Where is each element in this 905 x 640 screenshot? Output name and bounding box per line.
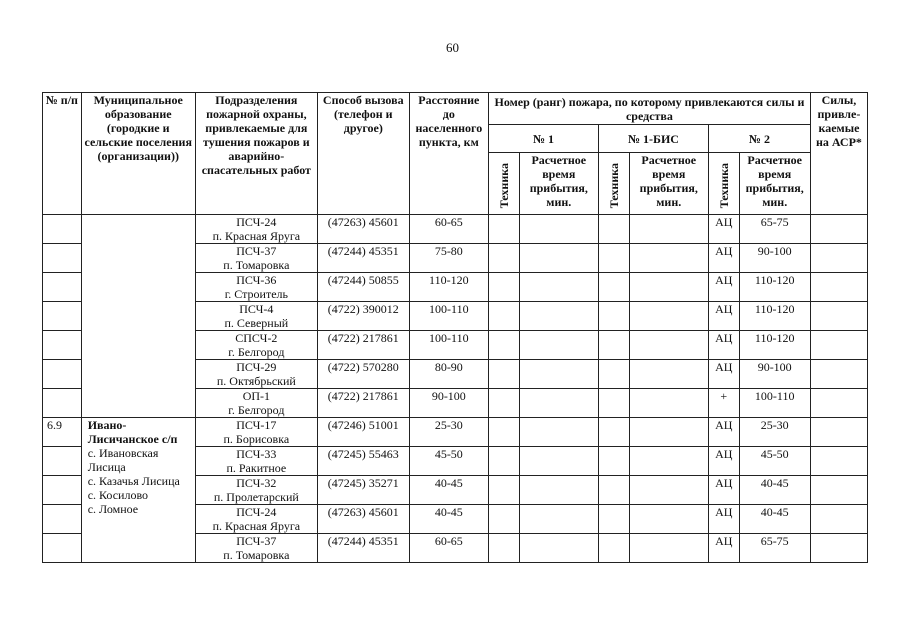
distance: 80-90 xyxy=(409,360,488,389)
unit-location: г. Белгород xyxy=(228,345,285,359)
unit-cell xyxy=(195,476,317,505)
rank2-tech: + xyxy=(708,389,739,418)
municipality-cell-empty xyxy=(81,215,195,418)
distance: 100-110 xyxy=(409,302,488,331)
header-rank1bis-tech: Техника xyxy=(599,153,630,215)
rank1bis-arrival xyxy=(629,534,708,563)
rank2-arrival: 45-50 xyxy=(739,447,810,476)
unit-cell xyxy=(195,505,317,534)
rank1-arrival xyxy=(519,418,598,447)
rank1-arrival xyxy=(519,215,598,244)
unit-cell xyxy=(195,360,317,389)
row-num xyxy=(43,331,82,360)
call-phone: (4722) 217861 xyxy=(317,389,409,418)
header-distance: Расстояние до населенного пункта, км xyxy=(409,93,488,215)
call-phone: (4722) 390012 xyxy=(317,302,409,331)
rank1bis-tech xyxy=(599,215,630,244)
rank1-arrival xyxy=(519,244,598,273)
unit-location: г. Строитель xyxy=(224,287,288,301)
fire-resources-table xyxy=(42,92,868,563)
rank1bis-arrival xyxy=(629,331,708,360)
rank1-tech xyxy=(489,215,520,244)
rank1bis-tech xyxy=(599,476,630,505)
asr-cell xyxy=(810,389,867,418)
rank1-tech xyxy=(489,244,520,273)
rank1bis-tech xyxy=(599,534,630,563)
rank1bis-arrival xyxy=(629,418,708,447)
header-rank1-arrival: Расчетное время прибытия, мин. xyxy=(519,153,598,215)
distance: 60-65 xyxy=(409,534,488,563)
asr-cell xyxy=(810,273,867,302)
unit-location: п. Борисовка xyxy=(223,432,290,446)
unit-cell xyxy=(195,273,317,302)
rank1bis-arrival xyxy=(629,389,708,418)
unit-name: ПСЧ-29 xyxy=(236,360,277,374)
distance: 100-110 xyxy=(409,331,488,360)
row-num: 6.9 xyxy=(43,418,82,447)
rank1bis-arrival xyxy=(629,476,708,505)
rank1bis-tech xyxy=(599,389,630,418)
unit-name: СПСЧ-2 xyxy=(235,331,278,345)
rank1bis-tech xyxy=(599,302,630,331)
rank1-arrival xyxy=(519,273,598,302)
rank1bis-arrival xyxy=(629,505,708,534)
unit-name: ОП-1 xyxy=(242,389,271,403)
row-num xyxy=(43,273,82,302)
asr-cell xyxy=(810,331,867,360)
rank2-arrival: 65-75 xyxy=(739,215,810,244)
unit-cell xyxy=(195,447,317,476)
rank2-arrival: 65-75 xyxy=(739,534,810,563)
unit-cell xyxy=(195,244,317,273)
rank2-tech: АЦ xyxy=(708,302,739,331)
unit-location: п. Ракитное xyxy=(226,461,287,475)
rank1-arrival xyxy=(519,534,598,563)
call-phone: (4722) 217861 xyxy=(317,331,409,360)
rank2-arrival: 40-45 xyxy=(739,505,810,534)
rank1bis-tech xyxy=(599,244,630,273)
rank2-tech: АЦ xyxy=(708,215,739,244)
call-phone: (47245) 35271 xyxy=(317,476,409,505)
municipality-cell xyxy=(81,418,195,563)
asr-cell xyxy=(810,476,867,505)
municipality-settlement: с. Ивановская Лисица xyxy=(87,446,159,474)
unit-cell xyxy=(195,331,317,360)
row-num xyxy=(43,505,82,534)
rank2-arrival: 90-100 xyxy=(739,360,810,389)
unit-name: ПСЧ-24 xyxy=(236,505,277,519)
unit-location: п. Пролетарский xyxy=(213,490,299,504)
call-phone: (47263) 45601 xyxy=(317,215,409,244)
call-phone: (47244) 50855 xyxy=(317,273,409,302)
rank1bis-tech xyxy=(599,447,630,476)
unit-name: ПСЧ-37 xyxy=(236,244,277,258)
asr-cell xyxy=(810,215,867,244)
header-rank2-arrival: Расчетное время прибытия, мин. xyxy=(739,153,810,215)
rank2-arrival: 100-110 xyxy=(739,389,810,418)
header-rank2-tech: Техника xyxy=(708,153,739,215)
row-num xyxy=(43,360,82,389)
rank1bis-arrival xyxy=(629,302,708,331)
unit-location: г. Белгород xyxy=(228,403,285,417)
unit-name: ПСЧ-36 xyxy=(236,273,277,287)
row-num xyxy=(43,534,82,563)
rank1bis-tech xyxy=(599,331,630,360)
distance: 40-45 xyxy=(409,476,488,505)
call-phone: (4722) 570280 xyxy=(317,360,409,389)
asr-cell xyxy=(810,360,867,389)
rank1bis-tech xyxy=(599,418,630,447)
unit-name: ПСЧ-17 xyxy=(236,418,277,432)
unit-name: ПСЧ-37 xyxy=(236,534,277,548)
page-number: 60 xyxy=(446,40,459,55)
rank2-tech: АЦ xyxy=(708,505,739,534)
rank2-tech: АЦ xyxy=(708,534,739,563)
rank2-tech: АЦ xyxy=(708,447,739,476)
rank1bis-arrival xyxy=(629,244,708,273)
distance: 40-45 xyxy=(409,505,488,534)
call-phone: (47244) 45351 xyxy=(317,244,409,273)
rank1bis-tech xyxy=(599,360,630,389)
rank1-arrival xyxy=(519,302,598,331)
row-num xyxy=(43,447,82,476)
unit-cell xyxy=(195,534,317,563)
rank1-arrival xyxy=(519,389,598,418)
rank1bis-tech xyxy=(599,505,630,534)
rank1-tech xyxy=(489,331,520,360)
unit-location: п. Томаровка xyxy=(223,258,290,272)
rank1-arrival xyxy=(519,331,598,360)
rank1-tech xyxy=(489,505,520,534)
rank1-tech xyxy=(489,302,520,331)
table-row xyxy=(43,215,868,244)
unit-location: п. Томаровка xyxy=(223,548,290,562)
rank2-tech: АЦ xyxy=(708,273,739,302)
unit-name: ПСЧ-32 xyxy=(236,476,277,490)
rank1bis-arrival xyxy=(629,360,708,389)
rank1bis-arrival xyxy=(629,447,708,476)
row-num xyxy=(43,215,82,244)
rank2-arrival: 90-100 xyxy=(739,244,810,273)
unit-cell xyxy=(195,302,317,331)
header-num: № п/п xyxy=(43,93,82,215)
call-phone: (47263) 45601 xyxy=(317,505,409,534)
header-call-method: Способ вызова (телефон и другое) xyxy=(317,93,409,215)
unit-name: ПСЧ-33 xyxy=(236,447,277,461)
row-num xyxy=(43,476,82,505)
unit-name: ПСЧ-24 xyxy=(236,215,277,229)
municipality-settlement: с. Косилово xyxy=(87,488,149,502)
rank1-arrival xyxy=(519,360,598,389)
distance: 75-80 xyxy=(409,244,488,273)
rank2-tech: АЦ xyxy=(708,331,739,360)
asr-cell xyxy=(810,418,867,447)
rank2-tech: АЦ xyxy=(708,360,739,389)
header-municipality: Муниципальное образование (городкие и сельские поселения (организации)) xyxy=(81,93,195,215)
municipality-settlement: с. Ломное xyxy=(87,502,139,516)
asr-cell xyxy=(810,244,867,273)
header-units: Подразделения пожарной охраны, привлекаемые для тушения пожаров и аварийно-спасательных работ xyxy=(195,93,317,215)
rank1-tech xyxy=(489,534,520,563)
asr-cell xyxy=(810,505,867,534)
row-num xyxy=(43,244,82,273)
distance: 110-120 xyxy=(409,273,488,302)
unit-name: ПСЧ-4 xyxy=(239,302,274,316)
call-phone: (47246) 51001 xyxy=(317,418,409,447)
rank2-tech: АЦ xyxy=(708,244,739,273)
rank1bis-tech xyxy=(599,273,630,302)
rank1-arrival xyxy=(519,447,598,476)
rank2-arrival: 110-120 xyxy=(739,331,810,360)
header-rank-1: № 1 xyxy=(489,125,599,153)
call-phone: (47245) 55463 xyxy=(317,447,409,476)
unit-cell xyxy=(195,215,317,244)
header-asr: Силы, привле-каемые на АСР* xyxy=(810,93,867,215)
rank1-tech xyxy=(489,360,520,389)
asr-cell xyxy=(810,447,867,476)
rank1-arrival xyxy=(519,505,598,534)
distance: 45-50 xyxy=(409,447,488,476)
unit-location: п. Октябрьский xyxy=(216,374,296,388)
rank1-tech xyxy=(489,389,520,418)
unit-location: п. Красная Яруга xyxy=(212,229,301,243)
table-row xyxy=(43,418,868,447)
rank2-arrival: 25-30 xyxy=(739,418,810,447)
header-rank-2: № 2 xyxy=(708,125,810,153)
asr-cell xyxy=(810,302,867,331)
header-rank1-tech: Техника xyxy=(489,153,520,215)
unit-cell xyxy=(195,418,317,447)
header-rank1bis-arrival: Расчетное время прибытия, мин. xyxy=(629,153,708,215)
rank1bis-arrival xyxy=(629,273,708,302)
row-num xyxy=(43,389,82,418)
distance: 90-100 xyxy=(409,389,488,418)
rank2-arrival: 110-120 xyxy=(739,273,810,302)
municipality-name: Ивано-Лисичанское с/п xyxy=(87,418,178,446)
distance: 25-30 xyxy=(409,418,488,447)
unit-location: п. Северный xyxy=(224,316,289,330)
header-rank-1bis: № 1-БИС xyxy=(599,125,709,153)
unit-location: п. Красная Яруга xyxy=(212,519,301,533)
rank2-tech: АЦ xyxy=(708,418,739,447)
rank1-tech xyxy=(489,476,520,505)
header-fire-rank: Номер (ранг) пожара, по которому привлекаются силы и средства xyxy=(489,93,811,125)
rank2-tech: АЦ xyxy=(708,476,739,505)
rank1-tech xyxy=(489,418,520,447)
rank2-arrival: 40-45 xyxy=(739,476,810,505)
asr-cell xyxy=(810,534,867,563)
distance: 60-65 xyxy=(409,215,488,244)
rank2-arrival: 110-120 xyxy=(739,302,810,331)
rank1-tech xyxy=(489,447,520,476)
rank1-arrival xyxy=(519,476,598,505)
call-phone: (47244) 45351 xyxy=(317,534,409,563)
rank1bis-arrival xyxy=(629,215,708,244)
unit-cell xyxy=(195,389,317,418)
municipality-settlement: с. Казачья Лисица xyxy=(87,474,180,488)
rank1-tech xyxy=(489,273,520,302)
row-num xyxy=(43,302,82,331)
